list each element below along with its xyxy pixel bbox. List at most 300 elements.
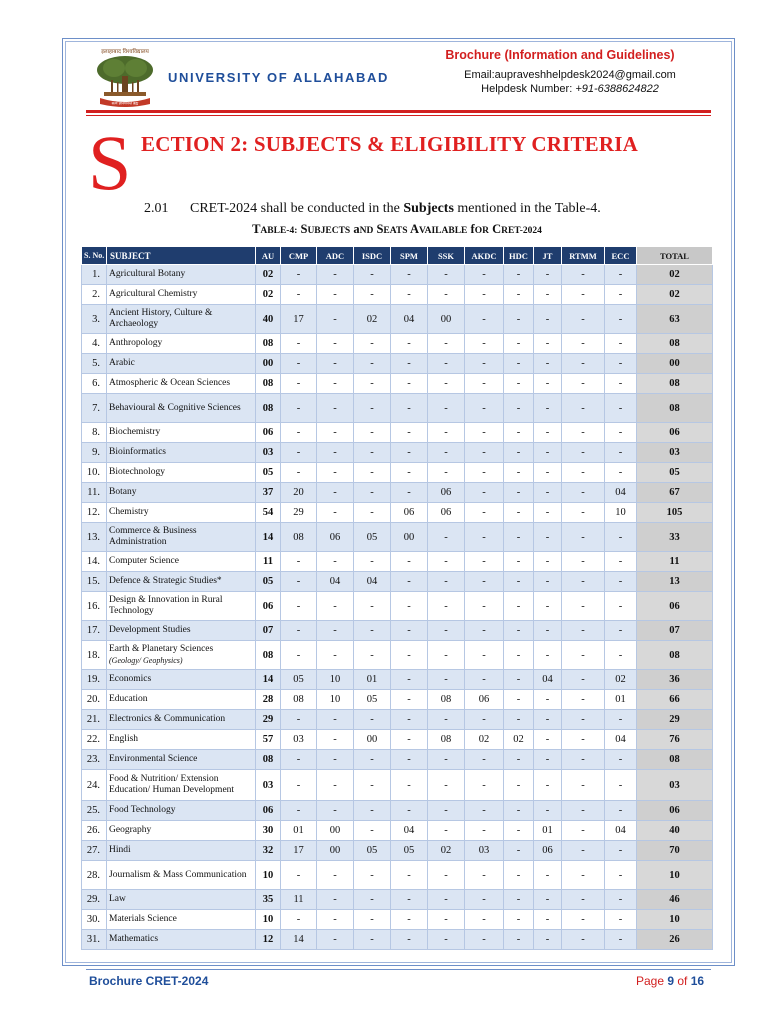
cell-jt: - — [534, 463, 562, 483]
cell-rtmm: - — [562, 641, 605, 670]
cell-cmp: 17 — [281, 841, 317, 861]
cell-spm: 04 — [391, 305, 428, 334]
cell-cmp: - — [281, 750, 317, 770]
cell-spm: - — [391, 730, 428, 750]
cell-au: 02 — [256, 285, 281, 305]
page-indicator — [636, 974, 704, 988]
cell-rtmm: - — [562, 265, 605, 285]
cell-cmp: - — [281, 641, 317, 670]
cell-spm: 06 — [391, 503, 428, 523]
cell-rtmm: - — [562, 770, 605, 801]
cell-adc: - — [317, 910, 354, 930]
col-header-au: AU — [256, 247, 281, 265]
cell-spm: - — [391, 374, 428, 394]
cell-akdc: - — [465, 334, 504, 354]
subjects-seats-table — [81, 246, 713, 950]
cell-ssk: 08 — [428, 730, 465, 750]
cell-ecc: - — [605, 285, 637, 305]
table-row — [82, 930, 713, 950]
cell-total: 29 — [637, 710, 713, 730]
cell-subject: Biotechnology — [107, 463, 256, 483]
cell-hdc: - — [504, 710, 534, 730]
cell-total: 63 — [637, 305, 713, 334]
col-header-isdc: ISDC — [354, 247, 391, 265]
cell-sno: 3. — [82, 305, 107, 334]
cell-au: 08 — [256, 374, 281, 394]
cell-subject: Arabic — [107, 354, 256, 374]
cell-cmp: 29 — [281, 503, 317, 523]
cell-akdc: 06 — [465, 690, 504, 710]
cell-ssk: - — [428, 910, 465, 930]
cell-total: 105 — [637, 503, 713, 523]
header-rule-thin — [86, 115, 711, 116]
cell-total: 46 — [637, 890, 713, 910]
cell-ecc: - — [605, 523, 637, 552]
cell-jt: - — [534, 930, 562, 950]
cell-spm: - — [391, 930, 428, 950]
cell-ssk: - — [428, 523, 465, 552]
cell-ecc: - — [605, 305, 637, 334]
cell-jt: - — [534, 730, 562, 750]
cell-isdc: - — [354, 463, 391, 483]
cell-total: 02 — [637, 265, 713, 285]
cell-rtmm: - — [562, 503, 605, 523]
cell-akdc: - — [465, 443, 504, 463]
cell-isdc: - — [354, 770, 391, 801]
cell-spm: - — [391, 861, 428, 890]
cell-sno: 30. — [82, 910, 107, 930]
cell-isdc: - — [354, 423, 391, 443]
cell-au: 30 — [256, 821, 281, 841]
cell-subject: Mathematics — [107, 930, 256, 950]
cell-hdc: - — [504, 621, 534, 641]
cell-ecc: - — [605, 443, 637, 463]
cell-isdc: 04 — [354, 572, 391, 592]
cell-jt: - — [534, 641, 562, 670]
cell-ecc: - — [605, 394, 637, 423]
table-row — [82, 710, 713, 730]
cell-total: 05 — [637, 463, 713, 483]
cell-sno: 11. — [82, 483, 107, 503]
cell-adc: - — [317, 552, 354, 572]
cell-adc: 00 — [317, 841, 354, 861]
cell-au: 06 — [256, 592, 281, 621]
header-rule-thick — [86, 110, 711, 113]
cell-adc: - — [317, 354, 354, 374]
table-row — [82, 285, 713, 305]
cell-total: 10 — [637, 910, 713, 930]
cell-total: 00 — [637, 354, 713, 374]
cell-total: 67 — [637, 483, 713, 503]
cell-spm: - — [391, 443, 428, 463]
cell-spm: - — [391, 641, 428, 670]
cell-ecc: 04 — [605, 483, 637, 503]
cell-hdc: - — [504, 641, 534, 670]
cell-ecc: - — [605, 910, 637, 930]
cell-total: 70 — [637, 841, 713, 861]
cell-hdc: - — [504, 841, 534, 861]
cell-isdc: 01 — [354, 670, 391, 690]
cell-au: 28 — [256, 690, 281, 710]
cell-adc: 06 — [317, 523, 354, 552]
cell-subject-note: (Geology/ Geophysics) — [109, 655, 183, 665]
table-row — [82, 641, 713, 670]
cell-sno: 4. — [82, 334, 107, 354]
cell-sno: 26. — [82, 821, 107, 841]
cell-cmp: 20 — [281, 483, 317, 503]
cell-akdc: - — [465, 285, 504, 305]
cell-ecc: 02 — [605, 670, 637, 690]
cell-spm: - — [391, 285, 428, 305]
cell-sno: 28. — [82, 861, 107, 890]
cell-jt: - — [534, 592, 562, 621]
cell-cmp: 11 — [281, 890, 317, 910]
cell-jt: - — [534, 374, 562, 394]
cell-akdc: - — [465, 930, 504, 950]
cell-ecc: - — [605, 423, 637, 443]
cell-spm: - — [391, 463, 428, 483]
cell-sno: 13. — [82, 523, 107, 552]
cell-jt: - — [534, 285, 562, 305]
cell-cmp: - — [281, 801, 317, 821]
cell-cmp: 14 — [281, 930, 317, 950]
cell-total: 08 — [637, 750, 713, 770]
cell-rtmm: - — [562, 841, 605, 861]
cell-hdc: - — [504, 552, 534, 572]
cell-rtmm: - — [562, 592, 605, 621]
cell-jt: - — [534, 801, 562, 821]
cell-ssk: - — [428, 670, 465, 690]
cell-spm: - — [391, 670, 428, 690]
cell-subject: Law — [107, 890, 256, 910]
cell-subject: Behavioural & Cognitive Sciences — [107, 394, 256, 423]
helpdesk-email: Email:aupraveshhelpdesk2024@gmail.com — [464, 69, 676, 81]
cell-cmp: 01 — [281, 821, 317, 841]
cell-subject: Design & Innovation in Rural Technology — [107, 592, 256, 621]
cell-ssk: 08 — [428, 690, 465, 710]
col-header-jt: JT — [534, 247, 562, 265]
cell-jt: - — [534, 750, 562, 770]
table-row — [82, 621, 713, 641]
cell-subject: Journalism & Mass Communication — [107, 861, 256, 890]
cell-isdc: - — [354, 443, 391, 463]
cell-akdc: 02 — [465, 730, 504, 750]
cell-akdc: - — [465, 641, 504, 670]
cell-cmp: - — [281, 334, 317, 354]
cell-sno: 12. — [82, 503, 107, 523]
table-row — [82, 523, 713, 552]
table-row — [82, 463, 713, 483]
cell-isdc: - — [354, 801, 391, 821]
university-logo — [92, 46, 158, 110]
cell-spm: - — [391, 265, 428, 285]
cell-total: 06 — [637, 592, 713, 621]
cell-sno: 25. — [82, 801, 107, 821]
cell-total: 11 — [637, 552, 713, 572]
cell-subject: Biochemistry — [107, 423, 256, 443]
cell-hdc: - — [504, 463, 534, 483]
cell-ssk: - — [428, 621, 465, 641]
cell-spm: - — [391, 572, 428, 592]
cell-adc: - — [317, 710, 354, 730]
cell-spm: 04 — [391, 821, 428, 841]
col-header-total: TOTAL — [637, 247, 713, 265]
cell-rtmm: - — [562, 670, 605, 690]
cell-ecc: - — [605, 265, 637, 285]
cell-subject: Computer Science — [107, 552, 256, 572]
cell-adc: - — [317, 592, 354, 621]
cell-au: 02 — [256, 265, 281, 285]
cell-total: 26 — [637, 930, 713, 950]
cell-hdc: - — [504, 890, 534, 910]
cell-ssk: - — [428, 265, 465, 285]
cell-cmp: - — [281, 552, 317, 572]
cell-spm: 00 — [391, 523, 428, 552]
cell-rtmm: - — [562, 710, 605, 730]
cell-cmp: - — [281, 394, 317, 423]
helpdesk-label: Helpdesk Number: — [481, 83, 576, 95]
cell-au: 35 — [256, 890, 281, 910]
section-dropcap: S — [88, 119, 132, 206]
table-row — [82, 801, 713, 821]
cell-rtmm: - — [562, 443, 605, 463]
cell-isdc: - — [354, 334, 391, 354]
cell-ssk: - — [428, 770, 465, 801]
cell-adc: - — [317, 443, 354, 463]
cell-jt: - — [534, 861, 562, 890]
cell-isdc: - — [354, 354, 391, 374]
page-prefix: Page — [636, 974, 668, 988]
cell-spm: - — [391, 770, 428, 801]
cell-subject: Hindi — [107, 841, 256, 861]
cell-hdc: - — [504, 670, 534, 690]
cell-subject: Ancient History, Culture & Archaeology — [107, 305, 256, 334]
cell-adc: - — [317, 621, 354, 641]
cell-subject: Agricultural Botany — [107, 265, 256, 285]
cell-sno: 5. — [82, 354, 107, 374]
cell-ssk: - — [428, 592, 465, 621]
cell-spm: - — [391, 621, 428, 641]
cell-hdc: - — [504, 483, 534, 503]
cell-akdc: - — [465, 552, 504, 572]
cell-sno: 17. — [82, 621, 107, 641]
cell-isdc: - — [354, 552, 391, 572]
footer-rule — [86, 969, 711, 970]
cell-sno: 29. — [82, 890, 107, 910]
cell-rtmm: - — [562, 801, 605, 821]
cell-hdc: - — [504, 770, 534, 801]
cell-akdc: - — [465, 592, 504, 621]
cell-sno: 8. — [82, 423, 107, 443]
cell-cmp: - — [281, 423, 317, 443]
cell-jt: - — [534, 890, 562, 910]
cell-hdc: - — [504, 930, 534, 950]
cell-rtmm: - — [562, 463, 605, 483]
cell-rtmm: - — [562, 821, 605, 841]
table-row — [82, 483, 713, 503]
cell-adc: - — [317, 641, 354, 670]
cell-cmp: 03 — [281, 730, 317, 750]
cell-sno: 27. — [82, 841, 107, 861]
cell-jt: - — [534, 621, 562, 641]
cell-sno: 2. — [82, 285, 107, 305]
col-header-rtmm: RTMM — [562, 247, 605, 265]
table-row — [82, 354, 713, 374]
cell-ssk: - — [428, 443, 465, 463]
cell-jt: - — [534, 503, 562, 523]
cell-subject: Anthropology — [107, 334, 256, 354]
cell-adc: - — [317, 305, 354, 334]
cell-jt: 01 — [534, 821, 562, 841]
cell-isdc: - — [354, 641, 391, 670]
table-caption — [82, 222, 712, 237]
cell-adc: - — [317, 423, 354, 443]
brochure-title: Brochure (Information and Guidelines) — [445, 48, 675, 62]
col-header-subject: SUBJECT — [107, 247, 256, 265]
cell-au: 08 — [256, 394, 281, 423]
cell-isdc: 00 — [354, 730, 391, 750]
table-row — [82, 374, 713, 394]
cell-hdc: - — [504, 285, 534, 305]
cell-ecc: - — [605, 592, 637, 621]
cell-sno: 18. — [82, 641, 107, 670]
cell-akdc: - — [465, 572, 504, 592]
cell-hdc: - — [504, 861, 534, 890]
cell-subject: Economics — [107, 670, 256, 690]
cell-akdc: - — [465, 463, 504, 483]
cell-spm: - — [391, 552, 428, 572]
cell-cmp: 08 — [281, 690, 317, 710]
cell-au: 06 — [256, 801, 281, 821]
cell-hdc: - — [504, 523, 534, 552]
table-row — [82, 592, 713, 621]
cell-spm: - — [391, 910, 428, 930]
cell-ssk: - — [428, 285, 465, 305]
cell-jt: - — [534, 710, 562, 730]
cell-spm: 05 — [391, 841, 428, 861]
cell-subject: Defence & Strategic Studies* — [107, 572, 256, 592]
table-row — [82, 503, 713, 523]
cell-ecc: - — [605, 801, 637, 821]
cell-ssk: - — [428, 374, 465, 394]
cell-cmp: - — [281, 621, 317, 641]
cell-adc: 10 — [317, 670, 354, 690]
cell-total: 08 — [637, 394, 713, 423]
cell-isdc: 02 — [354, 305, 391, 334]
cell-au: 08 — [256, 334, 281, 354]
table-row — [82, 841, 713, 861]
table-row — [82, 821, 713, 841]
cell-adc: - — [317, 730, 354, 750]
cell-hdc: - — [504, 801, 534, 821]
cell-jt: - — [534, 265, 562, 285]
cell-rtmm: - — [562, 394, 605, 423]
cell-spm: - — [391, 890, 428, 910]
cell-cmp: 08 — [281, 523, 317, 552]
cell-akdc: - — [465, 861, 504, 890]
cell-spm: - — [391, 354, 428, 374]
cell-au: 08 — [256, 641, 281, 670]
page-total: 16 — [690, 974, 705, 988]
cell-total: 40 — [637, 821, 713, 841]
table-caption-text: TABLE-4: SUBJECTS aND SEATS AVAILABLE fOR CRET-2024 — [252, 222, 542, 236]
cell-jt: - — [534, 552, 562, 572]
cell-rtmm: - — [562, 861, 605, 890]
cell-ecc: - — [605, 354, 637, 374]
col-header-ssk: SSK — [428, 247, 465, 265]
table-row — [82, 443, 713, 463]
cell-hdc: - — [504, 423, 534, 443]
col-header-akdc: AKDC — [465, 247, 504, 265]
cell-spm: - — [391, 710, 428, 730]
table-row — [82, 394, 713, 423]
cell-jt: - — [534, 770, 562, 801]
cell-subject: Food & Nutrition/ Extension Education/ Human Development — [107, 770, 256, 801]
cell-rtmm: - — [562, 750, 605, 770]
cell-rtmm: - — [562, 423, 605, 443]
cell-spm: - — [391, 750, 428, 770]
cell-au: 06 — [256, 423, 281, 443]
cell-jt: 04 — [534, 670, 562, 690]
cell-jt: - — [534, 305, 562, 334]
table-row — [82, 730, 713, 750]
cell-au: 03 — [256, 770, 281, 801]
cell-total: 03 — [637, 770, 713, 801]
logo-motto: सत्यं ज्ञानमनन्तं ब्रह्म — [111, 100, 139, 106]
cell-isdc: - — [354, 285, 391, 305]
cell-total: 07 — [637, 621, 713, 641]
cell-akdc: - — [465, 801, 504, 821]
cell-isdc: - — [354, 394, 391, 423]
cell-akdc: - — [465, 265, 504, 285]
cell-subject: Materials Science — [107, 910, 256, 930]
cell-cmp: - — [281, 770, 317, 801]
cell-au: 37 — [256, 483, 281, 503]
helpdesk-phone — [400, 83, 740, 95]
cell-hdc: 02 — [504, 730, 534, 750]
cell-rtmm: - — [562, 621, 605, 641]
cell-isdc: - — [354, 750, 391, 770]
cell-hdc: - — [504, 334, 534, 354]
cell-au: 11 — [256, 552, 281, 572]
cell-cmp: - — [281, 265, 317, 285]
cell-ssk: - — [428, 821, 465, 841]
cell-akdc: - — [465, 523, 504, 552]
cell-jt: - — [534, 690, 562, 710]
cell-isdc: - — [354, 592, 391, 621]
cell-rtmm: - — [562, 690, 605, 710]
cell-cmp: - — [281, 443, 317, 463]
col-header-cmp: CMP — [281, 247, 317, 265]
cell-ssk: - — [428, 334, 465, 354]
cell-ssk: - — [428, 930, 465, 950]
cell-isdc: - — [354, 821, 391, 841]
cell-ssk: - — [428, 801, 465, 821]
cell-akdc: - — [465, 483, 504, 503]
cell-isdc: - — [354, 710, 391, 730]
cell-ecc: - — [605, 861, 637, 890]
cell-rtmm: - — [562, 334, 605, 354]
cell-ssk: 06 — [428, 503, 465, 523]
cell-jt: - — [534, 334, 562, 354]
cell-hdc: - — [504, 690, 534, 710]
section-title: ECTION 2: SUBJECTS & ELIGIBILITY CRITERIA — [141, 132, 638, 156]
cell-sno: 31. — [82, 930, 107, 950]
table-body — [82, 265, 713, 950]
cell-hdc: - — [504, 354, 534, 374]
table-row — [82, 750, 713, 770]
cell-akdc: - — [465, 821, 504, 841]
